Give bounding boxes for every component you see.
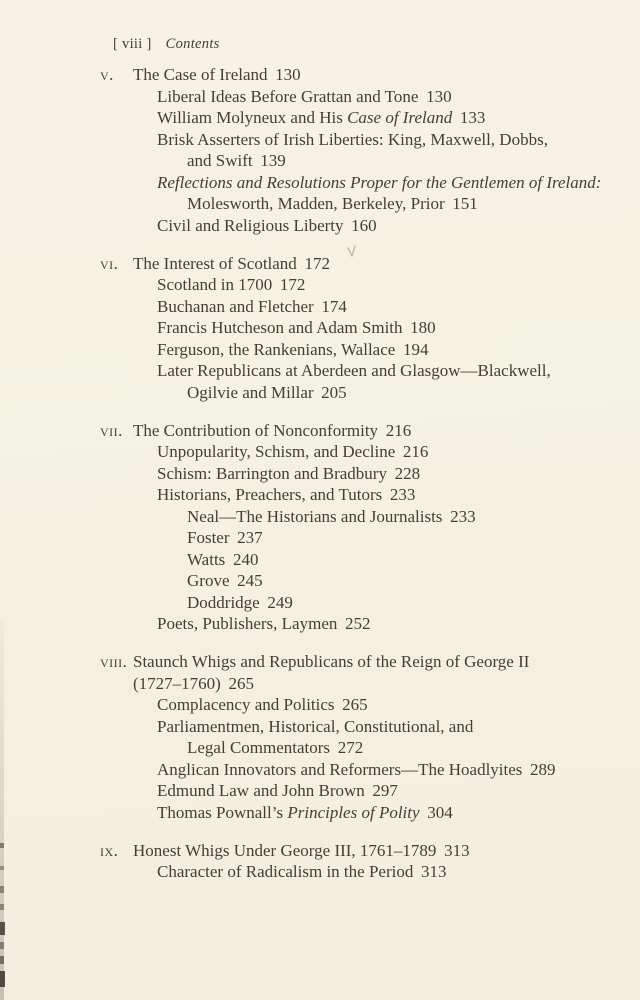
toc-line: [100, 759, 620, 781]
page-number: 265: [342, 695, 368, 714]
toc-line: [100, 840, 620, 862]
toc-section: [100, 253, 620, 404]
page-number: 180: [410, 318, 436, 337]
toc-entry-text: (1727–1760): [133, 673, 221, 693]
toc-entry-text: The Contribution of Nonconformity: [133, 420, 379, 440]
toc-entry-text: Thomas Pownall’s: [157, 802, 288, 822]
toc-entry-text: Civil and Religious Liberty: [157, 215, 344, 235]
toc-line: [100, 592, 620, 614]
toc-entry-text: and Swift: [187, 151, 253, 170]
page-number: 130: [426, 86, 452, 106]
toc-section: [100, 651, 620, 823]
toc-line: [100, 694, 620, 716]
scan-edge-mark: [0, 942, 4, 949]
toc-line: [100, 716, 620, 738]
toc-entry-text: Ferguson, the Rankenians, Wallace: [157, 339, 396, 359]
page-number: 216: [385, 420, 412, 440]
toc-entry-text: Molesworth, Madden, Berkeley, Prior: [187, 194, 445, 213]
toc-line: [100, 673, 620, 695]
page-number: 160: [351, 215, 377, 235]
toc-line: [100, 484, 620, 506]
toc: [100, 64, 620, 899]
toc-entry-text: Complacency and Politics: [157, 695, 335, 714]
toc-line: [100, 107, 620, 129]
toc-line: [100, 441, 620, 463]
page-number: 228: [394, 463, 421, 483]
toc-line: [100, 296, 620, 318]
scan-edge-mark: [0, 904, 4, 910]
toc-entry-text: Watts: [187, 549, 226, 569]
toc-line: [100, 253, 620, 275]
page-number: 245: [237, 571, 263, 590]
scan-edge-mark: [0, 956, 4, 964]
toc-entry-text: Foster: [187, 528, 230, 547]
toc-line: [100, 339, 620, 361]
toc-line: [100, 382, 620, 404]
page-number: 272: [337, 738, 364, 757]
toc-line: [100, 802, 620, 824]
toc-entry-text: Buchanan and Fletcher: [157, 296, 314, 316]
page-number: 172: [304, 253, 330, 273]
toc-line: [100, 651, 620, 673]
chapter-numeral: v.: [100, 65, 114, 84]
toc-section: [100, 840, 620, 883]
page-number: 151: [452, 194, 478, 213]
toc-entry-text: Francis Hutcheson and Adam Smith: [157, 318, 403, 337]
toc-line: [100, 463, 620, 485]
scan-edge-mark: [0, 866, 4, 870]
page-number: 233: [450, 506, 476, 526]
page-number: 249: [267, 592, 293, 612]
toc-line: [100, 193, 620, 215]
toc-entry-text: Parliamentmen, Historical, Constitutional, and: [157, 716, 474, 736]
page-number: 313: [420, 862, 447, 881]
toc-line: [100, 172, 620, 194]
toc-section: [100, 64, 620, 236]
toc-line: [100, 780, 620, 802]
folio-number: [ viii ]: [113, 36, 152, 52]
chapter-numeral: ix.: [100, 840, 119, 860]
toc-entry-text: Ogilvie and Millar: [187, 382, 314, 402]
page-number: 237: [237, 528, 263, 547]
page-number: 194: [402, 339, 429, 359]
chapter-numeral: viii.: [100, 652, 128, 671]
toc-line: [100, 129, 620, 151]
page-number: 139: [260, 151, 286, 170]
scan-edge-mark: [0, 886, 4, 893]
toc-entry-text: Historians, Preachers, and Tutors: [157, 485, 383, 504]
toc-entry-text: Brisk Asserters of Irish Liberties: King, Maxwell, Dobbs,: [157, 129, 548, 149]
toc-entry-text: Character of Radicalism in the Period: [157, 862, 414, 881]
toc-entry-text: Neal—The Historians and Journalists: [187, 506, 443, 526]
chapter-numeral: vii.: [100, 420, 123, 440]
toc-line: [100, 150, 620, 172]
toc-entry-text: Grove: [187, 571, 230, 590]
page-number: 133: [459, 108, 486, 127]
toc-entry-text: Later Republicans at Aberdeen and Glasgow—Blackwell,: [157, 361, 551, 380]
toc-section: [100, 420, 620, 635]
toc-line: [100, 317, 620, 339]
page-number: 216: [402, 442, 429, 461]
toc-line: [100, 215, 620, 237]
toc-entry-text: Scotland in 1700: [157, 275, 273, 294]
page-number: 174: [321, 296, 347, 316]
running-head: Contents: [165, 36, 220, 52]
page-number: 240: [232, 549, 259, 569]
toc-line: [100, 527, 620, 549]
chapter-numeral: vi.: [100, 253, 119, 273]
toc-line: [100, 613, 620, 635]
page-number: 304: [427, 802, 453, 822]
scan-edge-mark: [0, 922, 5, 935]
toc-entry-text: Case of Ireland: [347, 108, 453, 127]
page-number: 297: [372, 781, 398, 800]
toc-line: [100, 570, 620, 592]
toc-entry-text: Principles of Polity: [287, 802, 420, 822]
scan-edge-shade: [0, 620, 4, 1000]
toc-line: [100, 64, 620, 86]
toc-entry-text: The Case of Ireland: [133, 65, 268, 84]
page-number: 130: [275, 65, 301, 84]
toc-line: [100, 420, 620, 442]
page-number: 233: [389, 485, 416, 504]
toc-entry-text: Legal Commentators: [187, 738, 331, 757]
toc-line: [100, 274, 620, 296]
toc-entry-text: Honest Whigs Under George III, 1761–1789: [133, 840, 437, 860]
toc-line: [100, 737, 620, 759]
toc-entry-text: Reflections and Resolutions Proper for the Gentlemen of Ireland:: [157, 172, 602, 192]
toc-line: [100, 506, 620, 528]
page-number: 313: [444, 840, 470, 860]
toc-line: [100, 86, 620, 108]
page-header: [113, 36, 220, 53]
toc-entry-text: Staunch Whigs and Republicans of the Reign of George II: [133, 652, 530, 671]
toc-line: [100, 360, 620, 382]
toc-line: [100, 549, 620, 571]
toc-entry-text: Edmund Law and John Brown: [157, 781, 365, 800]
page-number: 289: [530, 759, 556, 779]
toc-entry-text: Poets, Publishers, Laymen: [157, 614, 338, 633]
toc-line: [100, 861, 620, 883]
toc-entry-text: Anglican Innovators and Reformers—The Hoadlyites: [157, 759, 523, 779]
page-number: 265: [228, 673, 254, 693]
toc-entry-text: Schism: Barrington and Bradbury: [157, 463, 387, 483]
toc-entry-text: Doddridge: [187, 592, 260, 612]
page-number: 172: [279, 275, 306, 294]
toc-entry-text: Unpopularity, Schism, and Decline: [157, 442, 396, 461]
toc-entry-text: The Interest of Scotland: [133, 253, 297, 273]
page-number: 205: [321, 382, 347, 402]
scan-edge-mark: [0, 843, 4, 848]
page-number: 252: [345, 614, 371, 633]
toc-entry-text: Liberal Ideas Before Grattan and Tone: [157, 86, 419, 106]
toc-entry-text: William Molyneux and His: [157, 108, 348, 127]
scan-edge-mark: [0, 971, 5, 987]
